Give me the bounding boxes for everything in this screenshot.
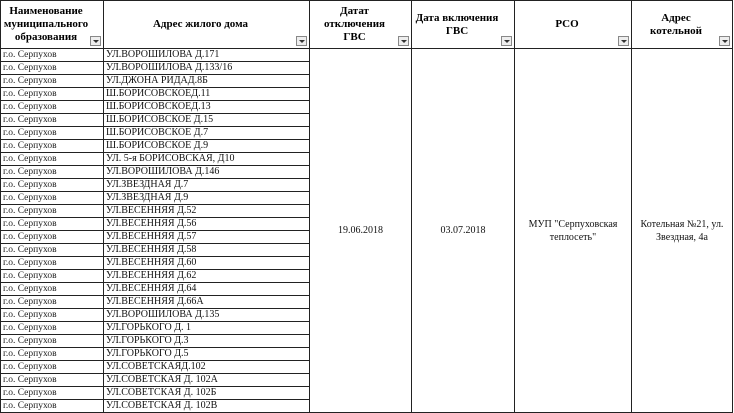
cell-address[interactable]: УЛ.ВОРОШИЛОВА Д.171 — [104, 49, 310, 62]
header-off-date — [310, 1, 412, 49]
header-rso-label: РСО — [555, 18, 579, 30]
cell-address[interactable]: УЛ.ГОРЬКОГО Д. 1 — [104, 322, 310, 335]
cell-address[interactable]: УЛ.ВЕСЕННЯЯ Д.52 — [104, 205, 310, 218]
cell-municipality[interactable]: г.о. Серпухов — [1, 88, 104, 101]
cell-address[interactable]: УЛ.СОВЕТСКАЯ Д. 102В — [104, 400, 310, 413]
cell-municipality[interactable]: г.о. Серпухов — [1, 400, 104, 413]
cell-address[interactable]: Ш.БОРИСОВСКОЕД.13 — [104, 101, 310, 114]
cell-municipality[interactable]: г.о. Серпухов — [1, 387, 104, 400]
cell-municipality[interactable]: г.о. Серпухов — [1, 322, 104, 335]
header-address-label: Адрес жилого дома — [152, 18, 248, 30]
cell-address[interactable]: УЛ.ВЕСЕННЯЯ Д.62 — [104, 270, 310, 283]
header-rso — [515, 1, 632, 49]
cell-municipality[interactable]: г.о. Серпухов — [1, 257, 104, 270]
cell-address[interactable]: УЛ.ВЕСЕННЯЯ Д.60 — [104, 257, 310, 270]
cell-municipality[interactable]: г.о. Серпухов — [1, 166, 104, 179]
cell-on-date[interactable]: 03.07.2018 — [412, 49, 515, 413]
cell-municipality[interactable]: г.о. Серпухов — [1, 49, 104, 62]
filter-dropdown-icon[interactable] — [618, 36, 629, 46]
cell-address[interactable]: Ш.БОРИСОВСКОЕ Д.9 — [104, 140, 310, 153]
cell-address[interactable]: УЛ.ВОРОШИЛОВА Д.135 — [104, 309, 310, 322]
cell-address[interactable]: Ш.БОРИСОВСКОЕ Д.15 — [104, 114, 310, 127]
cell-address[interactable]: УЛ.ЗВЕЗДНАЯ Д.9 — [104, 192, 310, 205]
header-on-date-label: Дата включения ГВС — [415, 11, 499, 37]
cell-address[interactable]: УЛ.ВЕСЕННЯЯ Д.57 — [104, 231, 310, 244]
header-on-date — [412, 1, 515, 49]
cell-address[interactable]: УЛ.ГОРЬКОГО Д.3 — [104, 335, 310, 348]
cell-municipality[interactable]: г.о. Серпухов — [1, 192, 104, 205]
cell-address[interactable]: Ш.БОРИСОВСКОЕД.11 — [104, 88, 310, 101]
cell-municipality[interactable]: г.о. Серпухов — [1, 75, 104, 88]
header-municipality-label: Наименование муниципального образования — [3, 5, 89, 43]
cell-municipality[interactable]: г.о. Серпухов — [1, 270, 104, 283]
cell-municipality[interactable]: г.о. Серпухов — [1, 335, 104, 348]
cell-municipality[interactable]: г.о. Серпухов — [1, 140, 104, 153]
cell-municipality[interactable]: г.о. Серпухов — [1, 348, 104, 361]
cell-municipality[interactable]: г.о. Серпухов — [1, 244, 104, 257]
cell-address[interactable]: УЛ.ЗВЕЗДНАЯ Д.7 — [104, 179, 310, 192]
cell-municipality[interactable]: г.о. Серпухов — [1, 179, 104, 192]
cell-off-date[interactable]: 19.06.2018 — [310, 49, 412, 413]
filter-dropdown-icon[interactable] — [398, 36, 409, 46]
filter-dropdown-icon[interactable] — [501, 36, 512, 46]
cell-address[interactable]: УЛ.СОВЕТСКАЯ Д. 102Б — [104, 387, 310, 400]
cell-municipality[interactable]: г.о. Серпухов — [1, 114, 104, 127]
header-off-date-label: Датат отключения ГВС — [324, 5, 385, 43]
cell-address[interactable]: УЛ.ВЕСЕННЯЯ Д.58 — [104, 244, 310, 257]
cell-address[interactable]: УЛ.ВЕСЕННЯЯ Д.66А — [104, 296, 310, 309]
cell-address[interactable]: УЛ. 5-я БОРИСОВСКАЯ, Д10 — [104, 153, 310, 166]
cell-rso[interactable]: МУП "Серпуховская теплосеть" — [515, 49, 632, 413]
cell-address[interactable]: УЛ.СОВЕТСКАЯ Д. 102А — [104, 374, 310, 387]
cell-address[interactable]: УЛ.ВЕСЕННЯЯ Д.64 — [104, 283, 310, 296]
cell-municipality[interactable]: г.о. Серпухов — [1, 309, 104, 322]
cell-address[interactable]: УЛ.ВОРОШИЛОВА Д.133/16 — [104, 62, 310, 75]
cell-address[interactable]: УЛ.СОВЕТСКАЯД.102 — [104, 361, 310, 374]
filter-dropdown-icon[interactable] — [296, 36, 307, 46]
cell-municipality[interactable]: г.о. Серпухов — [1, 62, 104, 75]
header-row — [1, 1, 733, 49]
cell-municipality[interactable]: г.о. Серпухов — [1, 374, 104, 387]
table-row — [1, 49, 733, 62]
cell-municipality[interactable]: г.о. Серпухов — [1, 361, 104, 374]
header-boiler-label: Адрес котельной — [650, 11, 702, 37]
cell-municipality[interactable]: г.о. Серпухов — [1, 205, 104, 218]
cell-address[interactable]: УЛ.ГОРЬКОГО Д.5 — [104, 348, 310, 361]
filter-dropdown-icon[interactable] — [90, 36, 101, 46]
table-body — [1, 49, 733, 413]
header-municipality — [1, 1, 104, 49]
cell-municipality[interactable]: г.о. Серпухов — [1, 127, 104, 140]
cell-municipality[interactable]: г.о. Серпухов — [1, 218, 104, 231]
cell-municipality[interactable]: г.о. Серпухов — [1, 283, 104, 296]
cell-boiler[interactable]: Котельная №21, ул. Звездная, 4а — [632, 49, 733, 413]
header-address — [104, 1, 310, 49]
cell-address[interactable]: УЛ.ДЖОНА РИДАД.8Б — [104, 75, 310, 88]
cell-address[interactable]: УЛ.ВЕСЕННЯЯ Д.56 — [104, 218, 310, 231]
filter-dropdown-icon[interactable] — [719, 36, 730, 46]
cell-municipality[interactable]: г.о. Серпухов — [1, 296, 104, 309]
cell-address[interactable]: Ш.БОРИСОВСКОЕ Д.7 — [104, 127, 310, 140]
cell-municipality[interactable]: г.о. Серпухов — [1, 153, 104, 166]
cell-municipality[interactable]: г.о. Серпухов — [1, 231, 104, 244]
cell-municipality[interactable]: г.о. Серпухов — [1, 101, 104, 114]
cell-address[interactable]: УЛ.ВОРОШИЛОВА Д.146 — [104, 166, 310, 179]
header-boiler — [632, 1, 733, 49]
